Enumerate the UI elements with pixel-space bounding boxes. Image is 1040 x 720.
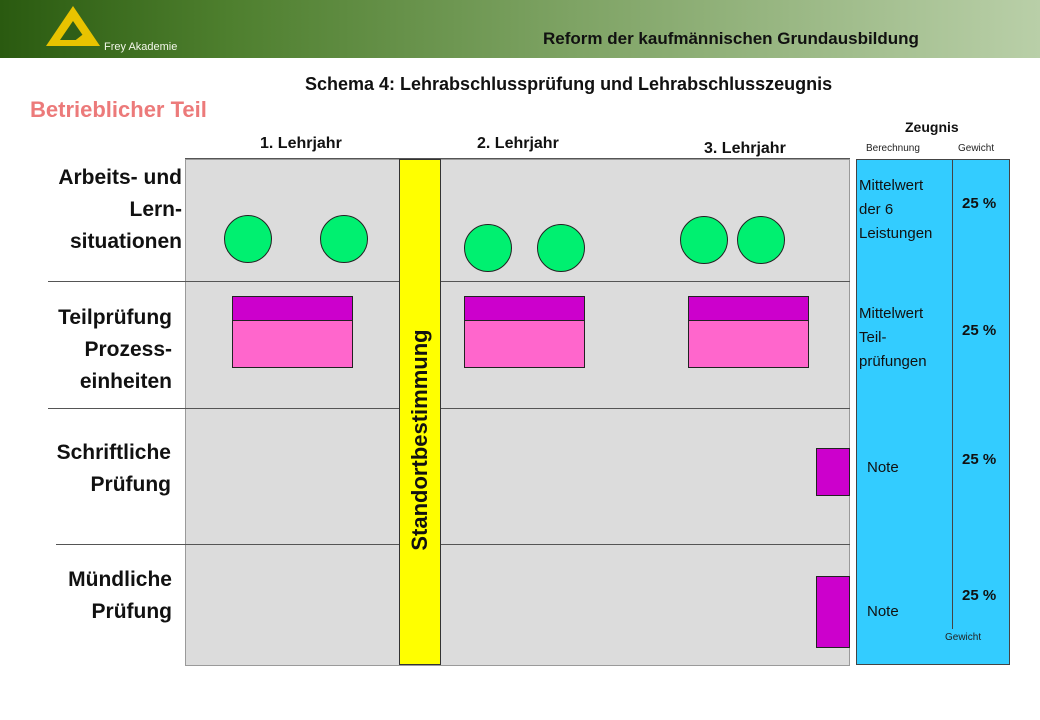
written-exam-block (816, 448, 850, 496)
calc-row-3 (867, 456, 899, 480)
frey-akademie-logo-icon (38, 4, 108, 50)
calc-line: prüfungen (859, 353, 927, 370)
row-label-teilpruefung (10, 302, 172, 398)
row-label-line: Arbeits- und (58, 166, 182, 189)
block-header (689, 297, 808, 321)
row-label-line: einheiten (79, 370, 172, 393)
assessment-circle (320, 215, 368, 263)
row-label-line: Schriftliche (56, 441, 171, 464)
row-label-arbeits-und-lernsituationen (10, 162, 182, 258)
row-divider-2 (48, 408, 850, 409)
process-unit-exam-block (232, 296, 353, 368)
process-unit-exam-block (688, 296, 809, 368)
calc-line: Teil- (859, 329, 887, 346)
academy-name: Frey Akademie (104, 41, 178, 53)
row-label-line: Prüfung (91, 600, 172, 623)
block-header (465, 297, 584, 321)
gewicht-footer: Gewicht (945, 632, 982, 643)
header-title: Reform der kaufmännischen Grundausbildung (543, 29, 919, 48)
process-unit-exam-block (464, 296, 585, 368)
calc-row-4 (867, 600, 899, 624)
calc-line: der 6 (859, 201, 894, 218)
oral-exam-block (816, 576, 850, 648)
assessment-circle (680, 216, 728, 264)
row-label-line: Prozess- (84, 338, 172, 361)
year-3-label: 3. Lehrjahr (704, 140, 786, 157)
calc-row-1 (859, 174, 932, 246)
row-divider-1 (48, 281, 850, 282)
gewicht-header: Gewicht (958, 143, 995, 154)
weight-row-2: 25 % (962, 322, 997, 339)
section-title: Betrieblicher Teil (30, 97, 207, 122)
row-label-muendliche-pruefung (10, 564, 172, 628)
weight-row-1: 25 % (962, 195, 997, 212)
year-2-label: 2. Lehrjahr (477, 135, 559, 152)
calc-line: Mittelwert (859, 305, 924, 322)
calc-row-2 (859, 302, 927, 374)
weight-row-4: 25 % (962, 587, 997, 604)
assessment-circle (537, 224, 585, 272)
row-label-line: Lern- (129, 198, 182, 221)
berechnung-header: Berechnung (866, 143, 920, 154)
block-header (233, 297, 352, 321)
assessment-circle (737, 216, 785, 264)
zeugnis-title: Zeugnis (905, 119, 959, 135)
assessment-circle (224, 215, 272, 263)
row-label-schriftliche-pruefung (10, 437, 171, 501)
schema-title: Schema 4: Lehrabschlussprüfung und Lehrabschlusszeugnis (305, 74, 833, 94)
calc-line: Note (867, 603, 899, 620)
assessment-circle (464, 224, 512, 272)
year-1-label: 1. Lehrjahr (260, 135, 342, 152)
row-label-line: Mündliche (68, 568, 172, 591)
row-label-line: Prüfung (90, 473, 171, 496)
zeugnis-column-separator (952, 159, 953, 629)
calc-line: Note (867, 459, 899, 476)
top-divider (185, 158, 850, 159)
calc-line: Mittelwert (859, 177, 924, 194)
row-label-line: situationen (69, 230, 182, 253)
row-label-line: Teilprüfung (58, 306, 172, 329)
standortbestimmung-label: Standortbestimmung (407, 329, 432, 551)
weight-row-3: 25 % (962, 451, 997, 468)
calc-line: Leistungen (859, 225, 933, 242)
row-divider-3 (56, 544, 850, 545)
